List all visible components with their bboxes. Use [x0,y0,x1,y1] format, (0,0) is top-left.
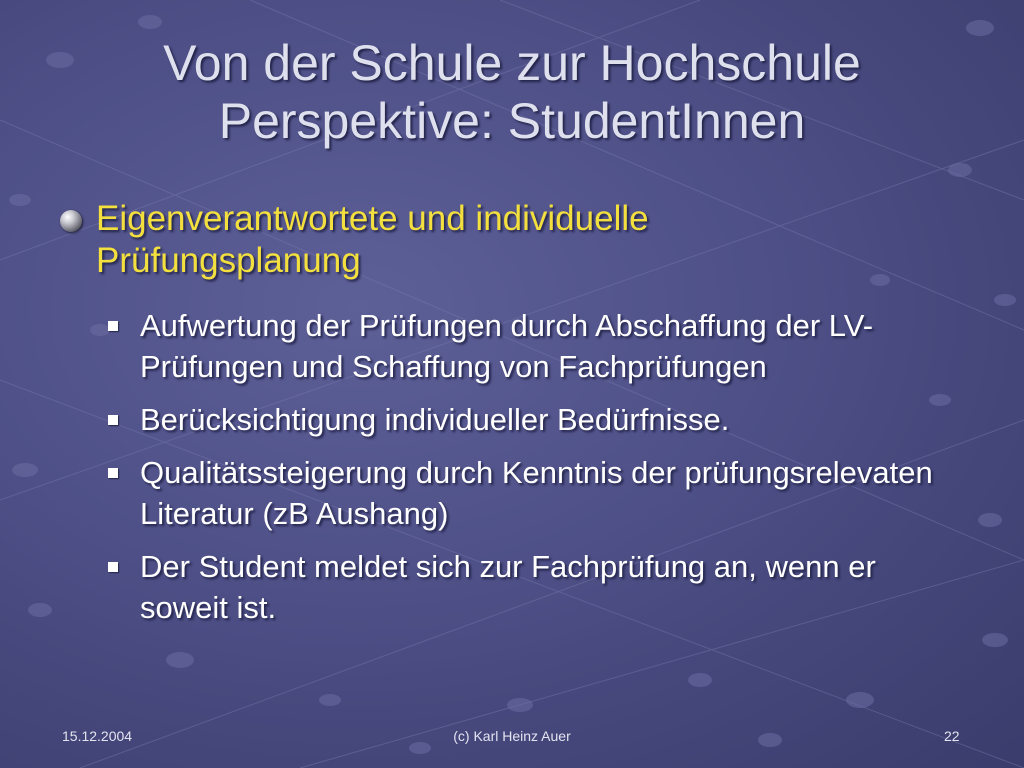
footer-date: 15.12.2004 [62,728,133,744]
square-bullet-icon [108,468,118,478]
sub-bullet-item [140,546,970,628]
sub-bullet-text: Der Student meldet sich zur Fachprüfung an, wenn er soweit ist. [140,549,876,625]
sub-bullet-list [140,305,970,640]
footer-page-number: 22 [944,728,960,744]
square-bullet-icon [108,321,118,331]
sub-bullet-text: Qualitätssteigerung durch Kenntnis der prüfungsrelevaten Literatur (zB Aushang) [140,455,933,531]
square-bullet-icon [108,562,118,572]
square-bullet-icon [108,415,118,425]
title-line-1: Von der Schule zur Hochschule [163,35,861,91]
footer-author: (c) Karl Heinz Auer [453,728,571,744]
sphere-bullet-icon [60,210,82,232]
sub-bullet-item [140,399,970,440]
level1-bullet [96,198,996,282]
sub-bullet-text: Berücksichtigung individueller Bedürfnisse. [140,402,730,437]
sub-bullet-item [140,305,970,387]
level1-bullet-line-2: Prüfungsplanung [96,241,361,280]
slide-title [0,34,1024,150]
title-line-2: Perspektive: StudentInnen [218,93,806,149]
level1-bullet-line-1: Eigenverantwortete und individuelle [96,199,649,238]
sub-bullet-item [140,452,970,534]
sub-bullet-text: Aufwertung der Prüfungen durch Abschaffung der LV-Prüfungen und Schaffung von Fachprüfungen [140,308,874,384]
